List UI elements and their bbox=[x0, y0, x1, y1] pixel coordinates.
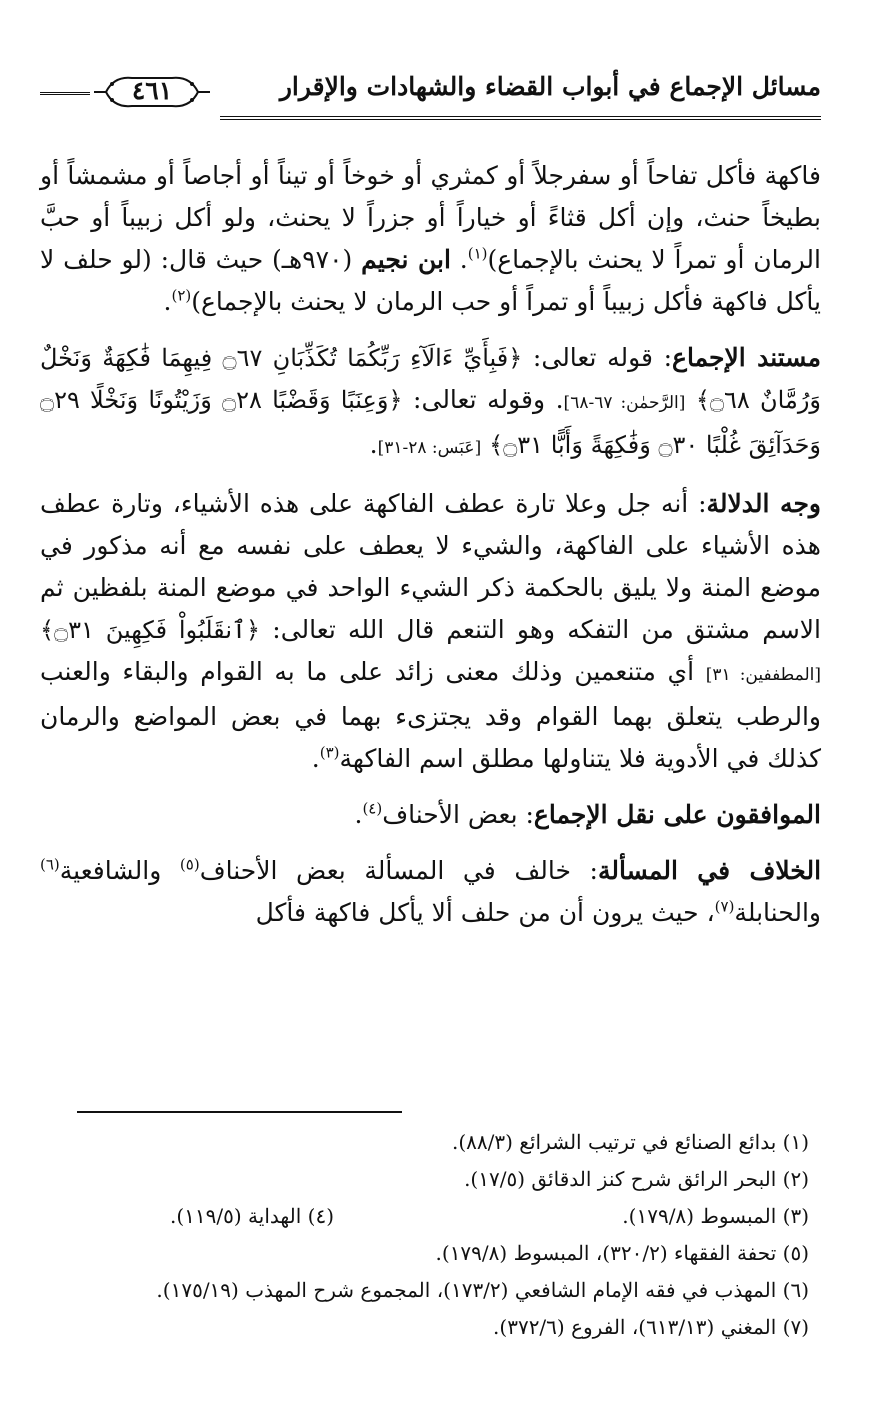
footnote-3: (٣) المبسوط (١٧٩/٨). bbox=[622, 1204, 809, 1228]
header-rule-left bbox=[40, 92, 90, 97]
footnote-ref-4[interactable]: (٤) bbox=[362, 799, 383, 818]
evidence-end: . bbox=[369, 430, 378, 459]
indication-heading: وجه الدلالة bbox=[706, 489, 821, 518]
page-number-ornament bbox=[92, 72, 212, 112]
agreeing-text: بعض الأحناف bbox=[382, 800, 518, 829]
indication-colon: : bbox=[688, 489, 707, 518]
indication-end: . bbox=[311, 744, 320, 773]
dispute-colon: : bbox=[570, 856, 598, 885]
footnote-ref-1[interactable]: (١) bbox=[467, 244, 488, 263]
footnote-1: (١) بدائع الصنائع في ترتيب الشرائع (٨٨/٣). bbox=[452, 1130, 809, 1154]
page-header-title: مسائل الإجماع في أبواب القضاء والشهادات والإقرار bbox=[279, 72, 821, 101]
dispute-heading: الخلاف في المسألة bbox=[597, 856, 822, 885]
p1-sep: . bbox=[450, 245, 468, 274]
quran-verse-1: ﴿فَبِأَيِّ ءَالَآءِ رَبِّكُمَا تُكَذِّبَانِ ۝٦٧ فِيهِمَا فَٰكِهَةٌ وَنَخْلٌ وَرُمَّانٌ ۝٦٨﴾ bbox=[40, 344, 821, 414]
footnote-ref-7[interactable]: (٧) bbox=[714, 897, 735, 916]
footnote-7: (٧) المغني (٦١٣/١٣)، الفروع (٣٧٢/٦). bbox=[493, 1315, 809, 1339]
paragraph-1 bbox=[40, 155, 821, 323]
paragraph-agreeing bbox=[40, 794, 821, 836]
dispute-text-2: والشافعية bbox=[59, 856, 180, 885]
quran-verse-3: ﴿ٱنقَلَبُواْ فَكِهِينَ ۝٣١﴾ bbox=[40, 616, 261, 644]
agreeing-colon: : bbox=[517, 800, 534, 829]
header-rule bbox=[220, 116, 821, 123]
verse-ref-3: [المطففين: ٣١] bbox=[705, 665, 821, 685]
evidence-intro: قوله تعالى: bbox=[522, 343, 653, 372]
verse-ref-1: [الرَّحمٰن: ٦٧-٦٨] bbox=[563, 393, 686, 413]
p1-end: . bbox=[163, 287, 172, 316]
footnote-6: (٦) المهذب في فقه الإمام الشافعي (١٧٣/٢)، المجموع شرح المهذب (١٧٥/١٩). bbox=[156, 1278, 809, 1302]
main-text bbox=[40, 155, 821, 948]
footnote-ref-2[interactable]: (٢) bbox=[171, 286, 192, 305]
dispute-text: خالف في المسألة بعض الأحناف bbox=[199, 856, 571, 885]
footnote-ref-6[interactable]: (٦) bbox=[40, 855, 60, 874]
running-header bbox=[40, 66, 821, 136]
evidence-mid: . وقوله تعالى: bbox=[402, 385, 564, 414]
p1-text: فاكهة فأكل تفاحاً أو سفرجلاً أو كمثري أو خوخاً أو تيناً أو أجاصاً أو مشمشاً أو بطيخاً حنث، وإن أكل قثاءً أو خياراً أو جزراً لا يحنث، ولو أكل زبيباً أو حبَّ الرمان أو تمراً لا يحنث بالإجماع) bbox=[40, 161, 821, 274]
dispute-text-4: ، حيث يرون أن من حلف ألا يأكل فاكهة فأكل bbox=[255, 898, 715, 927]
footnotes bbox=[40, 1124, 809, 1346]
footnote-ref-3[interactable]: (٣) bbox=[319, 743, 340, 762]
paragraph-evidence bbox=[40, 337, 821, 469]
page-number: ٤٦١ bbox=[131, 76, 173, 105]
quran-verse-2: ﴿وَعِنَبًا وَقَضْبًا ۝٢٨ وَزَيْتُونًا وَنَخْلًا ۝٢٩ وَحَدَآئِقَ غُلْبًا ۝٣٠ وَفَٰكِهَةً وَأَبًّا ۝٣١﴾ bbox=[40, 386, 821, 459]
indication-text: أنه جل وعلا تارة عطف الفاكهة على هذه الأشياء، وتارة عطف هذه الأشياء على الفاكهة، والشيء لا يعطف على نفسه مع أنه مذكور في موضع المنة ولا يليق بالحكمة ذكر الشيء الواحد في موضع المنة بلفظين ثم الاسم مشتق من التفكه وهو التنعم قال الله تعالى: bbox=[40, 489, 821, 644]
paragraph-indication bbox=[40, 483, 821, 780]
paragraph-dispute bbox=[40, 850, 821, 934]
scholar-name: ابن نجيم bbox=[361, 245, 451, 274]
footnote-row-3 bbox=[40, 1198, 809, 1235]
footnote-separator bbox=[77, 1111, 402, 1113]
agreeing-end: . bbox=[354, 800, 363, 829]
dispute-text-3: والحنابلة bbox=[734, 898, 821, 927]
evidence-colon: : bbox=[652, 343, 673, 372]
evidence-heading: مستند الإجماع bbox=[672, 343, 821, 372]
footnote-4: (٤) الهداية (١١٩/٥). bbox=[170, 1204, 334, 1228]
verse-ref-2: [عَبَس: ٢٨-٣١] bbox=[377, 438, 482, 458]
indication-text-2: أي متنعمين وذلك معنى زائد على ما به القوام والبقاء والعنب والرطب يتعلق بهما القوام وقد يجتزىء بهما في بعض المواضع والرمان كذلك في الأدوية فلا يتناولها مطلق اسم الفاكهة bbox=[40, 657, 821, 773]
agreeing-heading: الموافقون على نقل الإجماع bbox=[533, 800, 821, 829]
p1-text-2: (٩٧٠هـ) حيث قال: (لو حلف لا يأكل فاكهة فأكل زبيباً أو تمراً أو حب الرمان لا يحنث بالإجماع) bbox=[40, 245, 821, 316]
footnote-ref-5[interactable]: (٥) bbox=[179, 855, 200, 874]
footnote-2: (٢) البحر الرائق شرح كنز الدقائق (١٧/٥). bbox=[464, 1167, 809, 1191]
footnote-5: (٥) تحفة الفقهاء (٣٢٠/٢)، المبسوط (١٧٩/٨). bbox=[435, 1241, 809, 1265]
